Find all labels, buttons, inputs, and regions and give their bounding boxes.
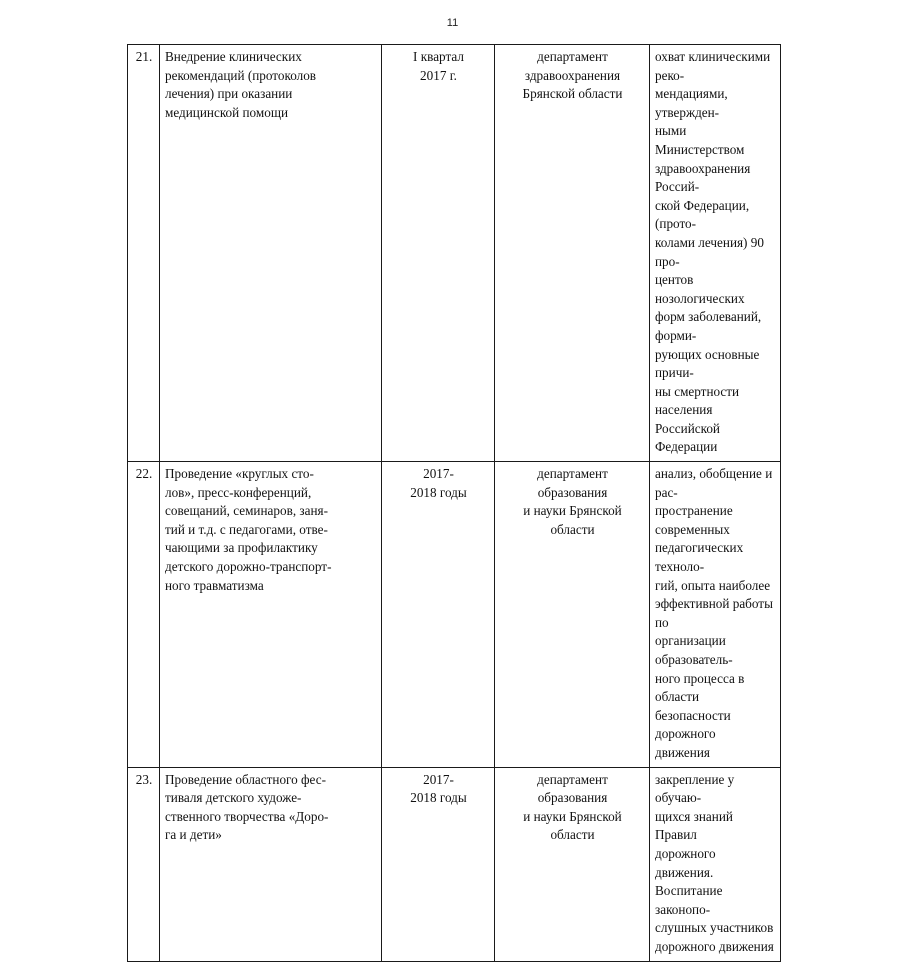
period-cell: 2017- 2018 годы xyxy=(382,767,495,961)
activity-cell: Проведение «круглых сто- лов», пресс-конференций, совещаний, семинаров, заня- тий и т.д. с педагогами, отве- чающими за профилактику детского дорожно-транспорт- ного травматизма xyxy=(160,462,382,768)
period-cell: I квартал 2017 г. xyxy=(382,45,495,462)
row-number: 23. xyxy=(128,767,160,961)
table-row xyxy=(128,767,781,961)
responsible-cell: департамент здравоохранения Брянской области xyxy=(495,45,650,462)
responsible-cell: департамент образования и науки Брянской области xyxy=(495,767,650,961)
result-cell: охват клиническими реко- мендациями, утвержден- ными Министерством здравоохранения Россий- ской Федерации, (прото- колами лечения) 90 про- центов нозологических форм заболеваний, форми- рующих основные причи- ны смертности населения Российской Федерации xyxy=(650,45,781,462)
period-cell: 2017- 2018 годы xyxy=(382,462,495,768)
table-row xyxy=(128,45,781,462)
responsible-cell: департамент образования и науки Брянской области xyxy=(495,462,650,768)
row-number: 21. xyxy=(128,45,160,462)
page-number: 11 xyxy=(446,17,459,29)
row-number: 22. xyxy=(128,462,160,768)
result-cell: анализ, обобщение и рас- пространение современных педагогических техноло- гий, опыта наиболее эффективной работы по организации образователь- ного процесса в области безопасности дорожного движения xyxy=(650,462,781,768)
activity-cell: Внедрение клинических рекомендаций (протоколов лечения) при оказании медицинской помощи xyxy=(160,45,382,462)
table-row xyxy=(128,462,781,768)
result-cell: закрепление у обучаю- щихся знаний Правил дорожного движения. Воспитание законопо- слушных участников дорожного движения xyxy=(650,767,781,961)
measures-table xyxy=(127,44,781,962)
activity-cell: Проведение областного фес- тиваля детского художе- ственного творчества «Доро- га и дети» xyxy=(160,767,382,961)
